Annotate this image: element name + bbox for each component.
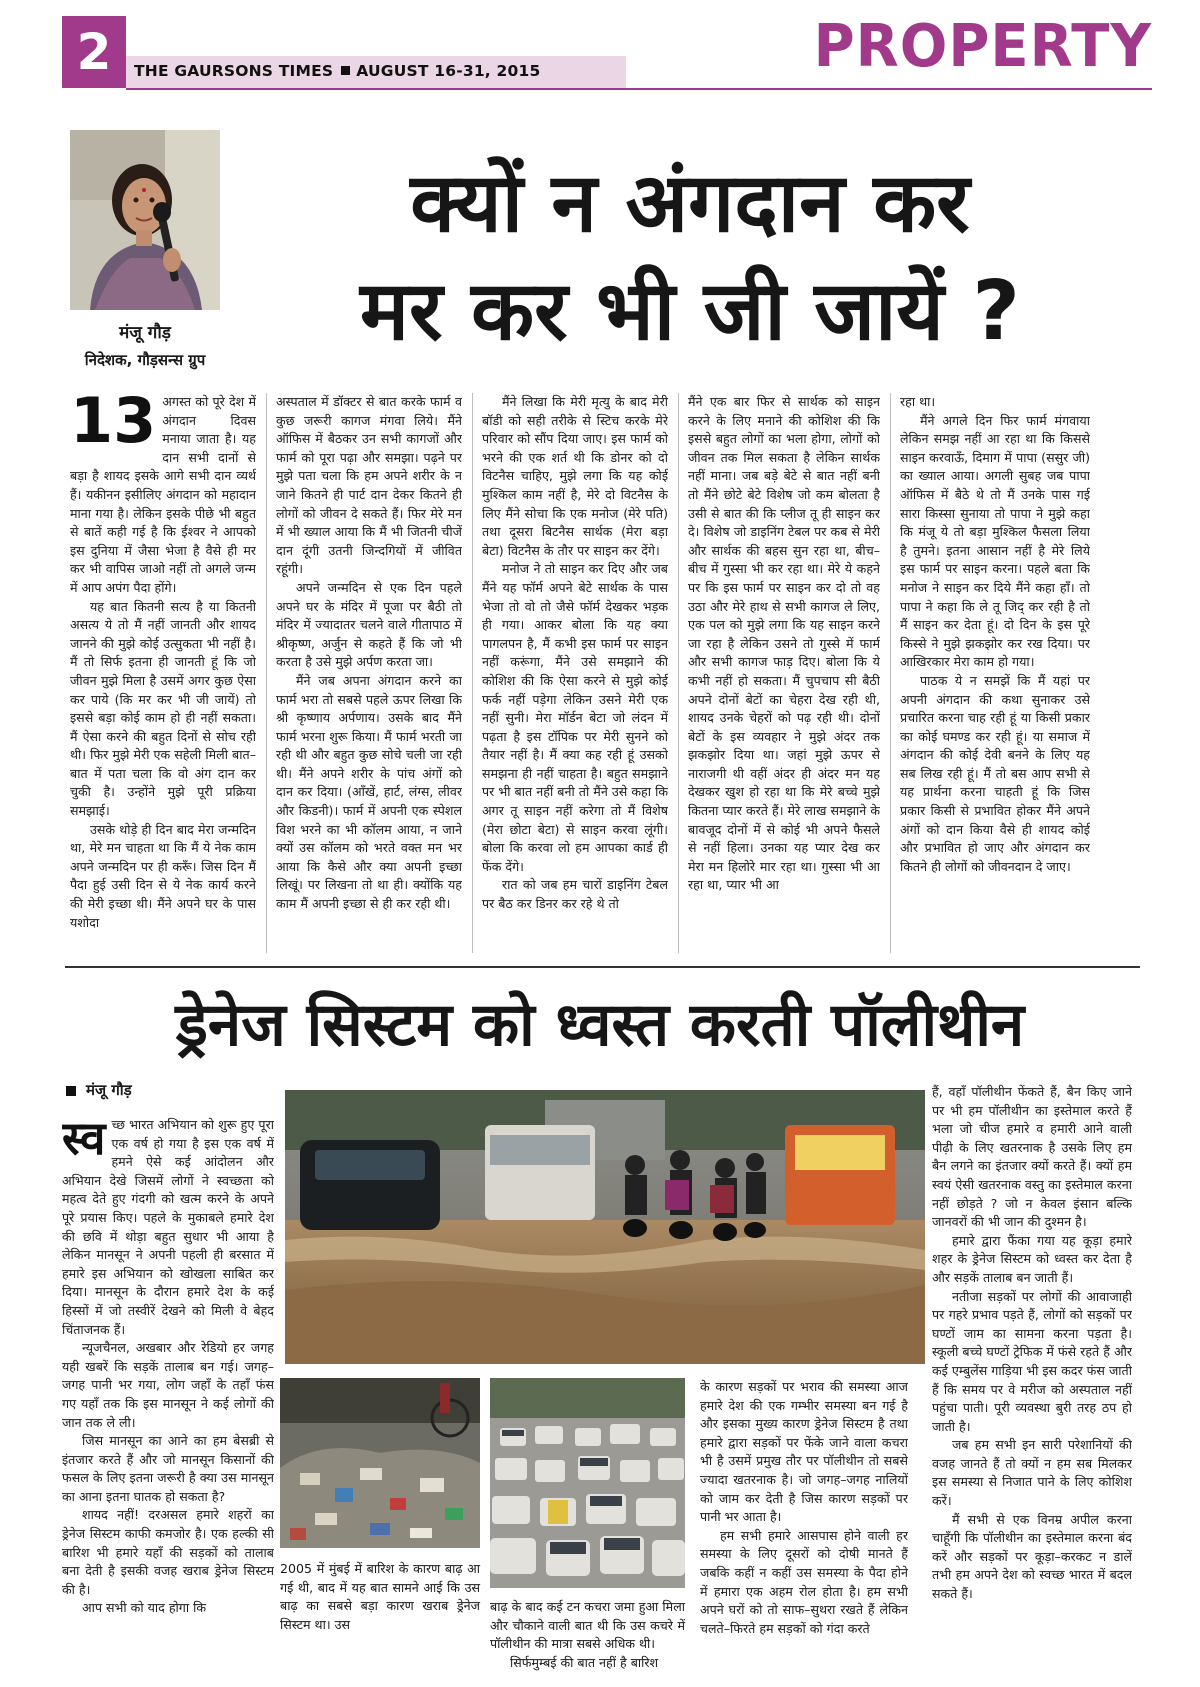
publication-name: THE GAURSONS TIMES bbox=[134, 62, 334, 80]
paragraph: मैंने एक बार फिर से सार्थक को साइन करने के लिए मनाने की कोशिश की कि इससे बहुत लोगों का भला होगा, लोगों को जीवन तक मिल सकता है लेकिन सार्थक नहीं माना। जब बड़े बेटे से बात नहीं बनी तो मैंने छोटे बेटे विशेष जो कम बोलता है उसी से बात की कि प्लीज तू ही साइन कर दे। विशेष जो डाइनिंग टेबल पर कब से मेरी और सार्थक की बहस सुन रहा था, बीच–बीच में गुस्सा भी कर रहा था। मेरे ये कहने पर कि इस फार्म पर साइन कर दो तो वह उठा और मेरे हाथ से सभी कागज ले लिए, एक पल को मुझे लगा कि यह साइन करने जा रहा है लेकिन उसने तो गुस्से में फार्म और सभी कागज फाड़ दिए। बोला कि ये कभी नहीं हो सकता। मैं चुपचाप सी बैठी अपने दोनों बेटों का चेहरा देख रही थी, शायद उनके चेहरों को पढ़ रही थी। दोनों बेटों के इस व्यवहार ने मुझे अंदर तक झकझोर दिया था। जहां मुझे ऊपर से नाराजगी थी वहीं अंदर ही अंदर मन यह देखकर खुश हो रहा था कि मेरे बच्चे मुझे कितना प्यार करते हैं। मेरे लाख समझाने के बावजूद दोनों में से कोई भी अपने फैसले से नहीं हिला। उनका यह प्यार देख कर मेरा मन हिलोरे मार रहा था। गुस्सा भी आ रहा था, प्यार भी आ bbox=[688, 394, 880, 893]
paragraph: उसके थोड़े ही दिन बाद मेरा जन्मदिन था, मेरे मन चाहता था कि मैं ये नेक काम अपने जन्मदिन पर ही करूँ। जिस दिन मैं पैदा हुई उसी दिन से ये नेक कार्य करने की मेरी इच्छा थी। मैंने अपने घर के पास यशोदा bbox=[70, 821, 256, 930]
paragraph: मैंने अगले दिन फिर फार्म मंगवाया लेकिन समझ नहीं आ रहा था कि किससे साइन करवाऊँ, दिमाग में पापा (ससुर जी) का ख्याल आया। अगली सुबह जब पापा ऑफिस में बैठे थे तो मैं उनके पास गई सारा किस्सा सुनाया तो पापा ने मुझे कहा कि मंजू ये तो बड़ा मुश्किल फैसला लिया है तुमने। इतना आसान नहीं है मेरे लिये इस फार्म पर साइन करना। पहले बता कि मनोज ने साइन कर दिये मैंने कहा हाँ। तो पापा ने कहा कि ले तू जिद् कर रही है तो मैं साइन कर देता हूं। दो दिन के इस पूरे किस्से ने मुझे झकझोर कर रख दिया। पर आखिरकार मेरा काम हो गया। bbox=[900, 412, 1090, 670]
article2-byline: मंजू गौड़ bbox=[66, 1080, 132, 1100]
article2-column-1 bbox=[62, 1116, 274, 1682]
author-role: निदेशक, गौड़सन्स ग्रुप bbox=[84, 351, 206, 369]
paragraph: शायद नहीं! दरअसल हमारे शहरों का ड्रेनेज सिस्टम काफी कमजोर है। एक हल्की सी बारिश भी हमारे यहाँ की सड़कों को तालाब बना देती है इसकी वजह खराब ड्रेनेज सिस्टम की है। bbox=[62, 1507, 274, 1597]
headline-line-2: मर कर भी जी जायें ? bbox=[359, 264, 1020, 359]
paragraph: जिस मानसून का आने का हम बेसब्री से इंतजार करते हैं और जो मानसून किसानों की फसल के लिए इतना जरूरी है क्या उस मानसून का आना इतना घातक हो सकता है? bbox=[62, 1433, 274, 1504]
section-divider bbox=[65, 966, 1140, 968]
paragraph: के कारण सड़कों पर भराव की समस्या आज हमारे देश की एक गम्भीर समस्या बन गई है और इसका मुख्य कारण ड्रेनेज सिस्टम है तथा हमारे द्वारा सड़कों पर फेंके जाने वाला कचरा भी है उसमें प्रमुख तौर पर पॉलीथीन तो सबसे ज्यादा खतरनाक है। जो जगह–जगह नालियों को जाम कर देती है जिस कारण सड़कों पर पानी भर आता है। bbox=[700, 1379, 908, 1525]
page-header bbox=[62, 12, 1152, 90]
drop-cap: 13 bbox=[70, 393, 157, 457]
paragraph: जब हम सभी इन सारी परेशानियों की वजह जानते हैं तो क्यों न हम सब मिलकर इस समस्या से निजात पाने के लिए कोशिश करें। bbox=[932, 1437, 1132, 1509]
paragraph: हम सभी हमारे आसपास होने वाली हर समस्या के लिए दूसरों को दोषी मानते हैं जबकि कहीं न कहीं उस समस्या के पैदा होने में हमारा एक अहम रोल होता है। हम सभी अपने घरों को तो साफ–सुथरा रखते हैं लेकिन चलते–फिरते हम सड़कों को गंदा करते bbox=[700, 1527, 908, 1636]
article1-column-2 bbox=[276, 393, 462, 953]
paragraph: मैंने जब अपना अंगदान करने का फार्म भरा तो सबसे पहले ऊपर लिखा कि श्री कृष्णाय अर्पणाय। उसके बाद मैंने फार्म भरना शुरू किया। मैं फार्म भरती जा रही थी और बहुत कुछ सोचे चली जा रही थी। मैंने अपने शरीर के पांच अंगों को दान कर दिया। (आँखें, हार्ट, लंग्स, लीवर और किडनी)। फार्म में अपनी एक स्पेशल विश भरने का भी कॉलम आया, न जाने क्यों उस कॉलम को भरते वक्त मन भर आया कि कैसे और क्या अपनी इच्छा लिखूं। पर लिखना तो था ही। क्योंकि यह काम मैं अपनी इच्छा से ही कर रही थी। bbox=[276, 672, 462, 912]
article1-column-5 bbox=[900, 393, 1090, 953]
paragraph: मनोज ने तो साइन कर दिए और जब मैंने यह फॉर्म अपने बेटे सार्थक के पास भेजा तो वो तो जैसे फॉर्म देखकर भड़क ही गया। आकर बोला कि यह क्या पागलपन है, मैं कभी इस फार्म पर साइन नहीं करूंगा, मैंने उसे समझाने की कोशिश की कि ऐसा करने से मुझे कोई फर्क नहीं पड़ेगा लेकिन उसने मेरी एक नहीं सुनी। मेरा मॉर्डन बेटा जो लंदन में पढ़ता है इस टॉपिक पर मेरी सुनने को तैयार नहीं है। मैं क्या कह रही हूं उसको समझना ही नहीं चाहता है। बहुत समझाने पर भी बात नहीं बनी तो मैंने उसे कहा कि अगर तू साइन नहीं करेगा तो मैं विशेष (मेरा छोटा बेटा) से साइन करवा लूंगी। बोला कि करवा लो हम आपका कार्ड ही फेंक देंगे। bbox=[482, 561, 668, 874]
paragraph: हैं, वहाँ पॉलीथीन फेंकते हैं, बैन किए जाने पर भी हम पॉलीथीन का इस्तेमाल करते हैं भला जो चीज हमारे व हमारी आने वाली पीढ़ी के लिए खतरनाक है उसके लिए हम बैन लगने का इंतजार क्यों करते हैं। क्यों हम स्वयं ऐसी खतरनाक वस्तु का इस्तेमाल करना नहीं छोड़ते ? जो न केवल इंसान बल्कि जानवरों की भी जान की दुश्मन है। bbox=[932, 1084, 1132, 1230]
photo-caption-2: बाढ़ के बाद कई टन कचरा जमा हुआ मिला और चौकाने वाली बात थी कि उस कचरे में पॉलीथीन की मात्रा सबसे अधिक थी। सिर्फमुम्बई की बात नहीं है बारिश bbox=[490, 1599, 685, 1670]
issue-date: AUGUST 16-31, 2015 bbox=[356, 62, 541, 80]
paragraph: 13 अगस्त को पूरे देश में अंगदान दिवस मनाया जाता है। यह दान सभी दानों से बड़ा है शायद इसके आगे सभी दान व्यर्थ हैं। यकीनन इसीलिए अंगदान को महादान माना गया है। लेकिन इसके पीछे भी बहुत से बातें कही गई है कि ईश्वर ने आपको इस दुनिया में जैसा भेजा है वैसे ही मर कर भी वापिस जाओ नहीं तो अगले जन्म में आप अपंग पैदा होंगे। bbox=[70, 393, 256, 595]
column-rule bbox=[678, 393, 679, 953]
paragraph: अपने जन्मदिन से एक दिन पहले अपने घर के मंदिर में पूजा पर बैठी तो मंदिर में ज्यादातर चलने वाले गीतापाठ में श्रीकृष्ण, अर्जुन से कहते हैं कि जो भी करता है उसे मुझे अर्पण करता जा। bbox=[276, 579, 462, 670]
flooded-road-photo bbox=[285, 1090, 925, 1364]
headline-line-1: क्यों न अंगदान कर bbox=[410, 156, 970, 251]
article1-headline bbox=[250, 150, 1130, 366]
drop-cap: स्व bbox=[62, 1116, 106, 1165]
column-rule bbox=[472, 393, 473, 953]
bullet-square-icon bbox=[66, 1086, 76, 1096]
author-name: मंजू गौड़ bbox=[119, 323, 171, 343]
author-portrait bbox=[70, 130, 220, 310]
paragraph: स्व च्छ भारत अभियान को शुरू हुए पूरा एक वर्ष हो गया है इस एक वर्ष में हमने ऐसे कई आंदोलन और अभियान देखे जिसमें लोगों ने स्वच्छता को महत्व देते हुए गंदगी को खत्म करने के अपने पूरे प्रयास किए। पहले के मुकाबले हमारे देश की छवि में थोड़ा बहुत सुधार भी आया है लेकिन मानसून ने अपनी पहली ही बरसात में हमारे इस अभियान को खोखला साबित कर दिया। मानसून के दौरान हमारे देश के कई हिस्सों में जो तस्वीरें देखने को मिली वे बेहद चिंताजनक हैं। bbox=[62, 1116, 274, 1337]
page-number: 2 bbox=[62, 16, 126, 88]
garbage-pile-photo bbox=[280, 1378, 480, 1548]
bullet-square-icon bbox=[341, 66, 350, 75]
paragraph: नतीजा सड़कों पर लोगों की आवाजाही पर गहरे प्रभाव पड़ते हैं, लोगों को सड़कों पर घण्टों जाम का सामना करना पड़ता है। स्कूली बच्चे घण्टों ट्रेफिक में फंसे रहते हैं और कई एम्बुलेंस गाड़िया भी इस कदर फंस जाती हैं कि समय पर वे मरीज को अस्पताल नहीं पहुंचा पाती। पूरी व्यवस्था बुरी तरह ठप हो जाती है। bbox=[932, 1288, 1132, 1434]
paragraph: न्यूजचैनल, अखबार और रेडियो हर जगह यही खबरें कि सड़कें तालाब बन गई। जगह–जगह पानी भर गया, लोग जहाँ के तहाँ फंस गए यहाँ तक कि इस मानसून ने कई लोगों की जान तक ले ली। bbox=[62, 1340, 274, 1430]
article2-column-4 bbox=[700, 1378, 908, 1682]
paragraph: हमारे द्वारा फैंका गया यह कूड़ा हमारे शहर के ड्रेनेज सिस्टम को ध्वस्त कर देता है और सड़कें तालाब बन जाती हैं। bbox=[932, 1232, 1132, 1285]
header-rule bbox=[126, 88, 1152, 90]
traffic-jam-photo bbox=[490, 1378, 685, 1588]
paragraph: अस्पताल में डॉक्टर से बात करके फार्म व कुछ जरूरी कागज मंगवा लिये। मैंने ऑफिस में बैठकर उन सभी कागजों और फार्म को पूरा पढ़ा और समझा। पढ़ने पर मुझे पता चला कि हम अपने शरीर के न जाने कितने ही पार्ट दान देकर कितने ही लोगों को जीवन दे सकते हैं। फिर मेरे मन में भी ख्याल आया कि मैं भी जितनी चीजें दान दूंगी उतनी जिन्दगियों में जीवित रहूंगी। bbox=[276, 394, 462, 577]
paragraph: आप सभी को याद होगा कि bbox=[82, 1600, 207, 1616]
article1-column-1 bbox=[70, 393, 256, 953]
paragraph: मैं सभी से एक विनम्र अपील करना चाहूँगी कि पॉलीथीन का इस्तेमाल करना बंद करें और सड़कों पर कूड़ा–करकट न डालें तभी हम अपने देश को स्वच्छ भारत में बदल सकते हैं। bbox=[932, 1511, 1132, 1602]
masthead bbox=[134, 62, 540, 80]
article2-headline: ड्रेनेज सिस्टम को ध्वस्त करती पॉलीथीन bbox=[175, 990, 1025, 1060]
article2-column-5 bbox=[932, 1083, 1132, 1683]
paragraph: मैंने लिखा कि मेरी मृत्यु के बाद मेरी बॉडी को सही तरीके से स्टिच करके मेरे परिवार को सौंप दिया जाए। इस फार्म को भरने की एक शर्त थी कि डोनर को दो विटनैस चाहिए, मुझे लगा कि यह कोई मुश्किल काम नहीं है, मेरे दो विटनैस के लिए मैंने सोचा कि एक मनोज (मेरे पति) तथा दूसरा बिटनैस सार्थक (मेरा बड़ा बेटा) विटनैस के तौर पर साइन कर देंगे। bbox=[482, 394, 668, 558]
paragraph: रात को जब हम चारों डाइनिंग टेबल पर बैठ कर डिनर कर रहे थे तो bbox=[482, 877, 668, 912]
section-title: PROPERTY bbox=[813, 12, 1152, 81]
paragraph: पाठक ये न समझें कि मैं यहां पर अपनी अंगदान की कथा सुनाकर उसे प्रचारित करना चाह रही हूं या किसी प्रकार का कोई घमण्ड कर रही हूं। या समाज में अंगदान की कोई देवी बनने के लिए यह सब लिख रही हूं। मैं तो बस आप सभी से यह प्रार्थना करना चाहती हूं कि जिस प्रकार किसी से प्रभावित होकर मैंने अपने अंगों को दान किया वैसे ही शायद कोई और प्रभावित हो जाए और अंगदान कर कितने ही लोगों को जीवनदान दे जाए। bbox=[900, 672, 1090, 874]
photo-caption-1: 2005 में मुंबई में बारिश के कारण बाढ़ आ गई थी, बाद में यह बात सामने आई कि उस बाढ़ का सबसे बड़ा कारण खराब ड्रेनेज सिस्टम था। उस bbox=[280, 1561, 480, 1632]
article1-column-4 bbox=[688, 393, 880, 953]
column-rule bbox=[266, 393, 267, 953]
paragraph: यह बात कितनी सत्य है या कितनी असत्य ये तो मैं नहीं जानती और शायद जानने की मुझे कोई उत्सुकता भी नहीं है। मैं तो सिर्फ इतना ही जानती हूं कि जो जीवन मुझे मिला है उसमें अगर कुछ ऐसा कर पाये (कि मर कर भी जी जायें) तो इससे बड़ा कोई काम हो ही नहीं सकता। मैं ऐसा करने की बहुत दिनों से सोच रही थी। फिर मुझे मेरी एक सहेली मिली बात–बात में पता चला कि वो अंग दान कर चुकी है। उन्होंने मुझे पूरी प्रक्रिया समझाई। bbox=[70, 598, 256, 819]
paragraph: रहा था। bbox=[900, 394, 936, 409]
column-rule bbox=[890, 393, 891, 953]
article1-column-3 bbox=[482, 393, 668, 953]
